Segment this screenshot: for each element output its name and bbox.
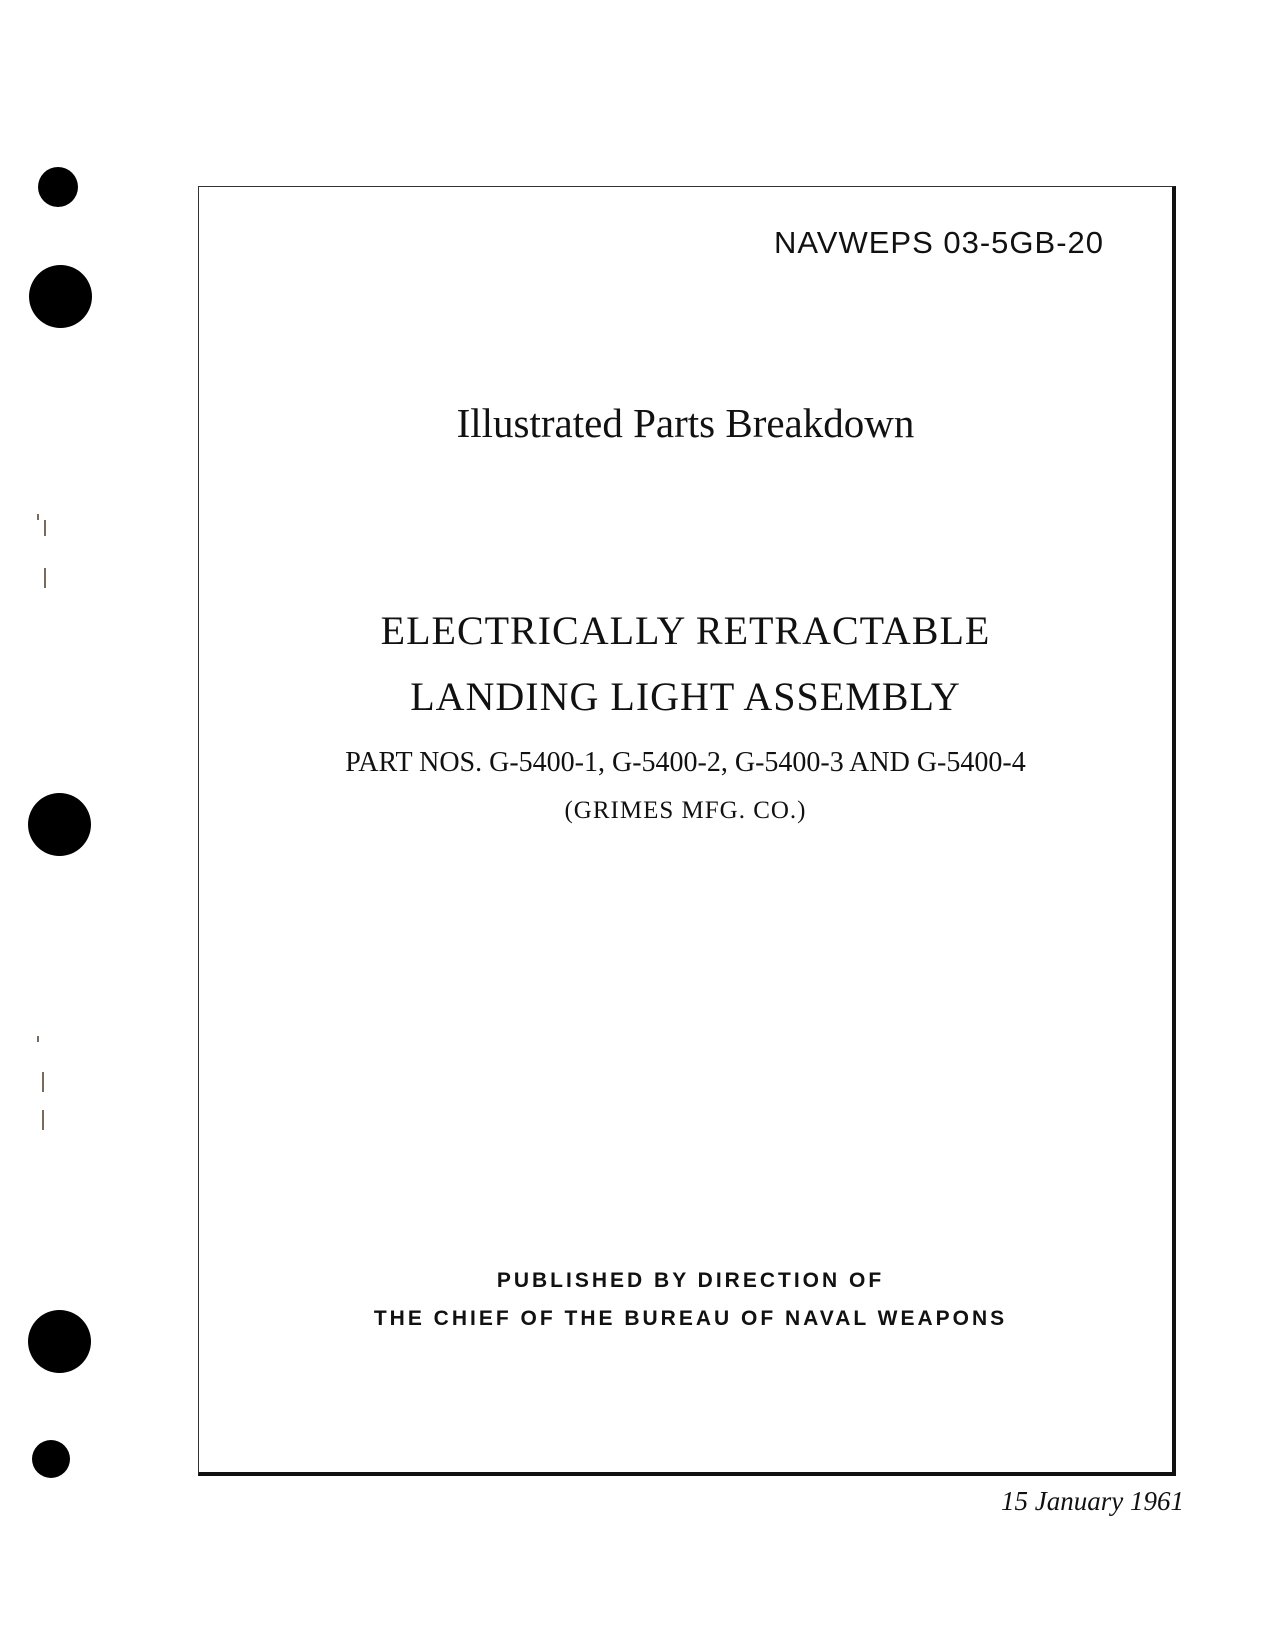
margin-mark: [37, 514, 39, 520]
document-number: NAVWEPS 03-5GB-20: [774, 225, 1104, 260]
part-numbers: PART NOS. G-5400-1, G-5400-2, G-5400-3 AND G-5400-4: [345, 747, 1026, 778]
manufacturer: (GRIMES MFG. CO.): [564, 797, 807, 824]
title-line-2: LANDING LIGHT ASSEMBLY: [410, 674, 961, 719]
series-title: Illustrated Parts Breakdown: [456, 400, 915, 446]
margin-mark: [44, 520, 46, 536]
cover-frame: [198, 186, 1176, 1476]
punch-hole: [28, 1310, 91, 1373]
margin-mark: [42, 1072, 44, 1092]
punch-hole: [29, 265, 92, 328]
punch-hole: [38, 167, 78, 207]
margin-mark: [42, 1110, 44, 1130]
punch-hole: [28, 793, 91, 856]
margin-mark: [37, 1036, 39, 1042]
title-line-1: ELECTRICALLY RETRACTABLE: [380, 608, 991, 653]
publisher-line-1: PUBLISHED BY DIRECTION OF: [496, 1269, 885, 1292]
publication-date: 15 January 1961: [1001, 1486, 1184, 1516]
punch-hole: [32, 1440, 70, 1478]
publisher-line-2: THE CHIEF OF THE BUREAU OF NAVAL WEAPONS: [373, 1307, 1008, 1330]
margin-mark: [44, 568, 46, 588]
